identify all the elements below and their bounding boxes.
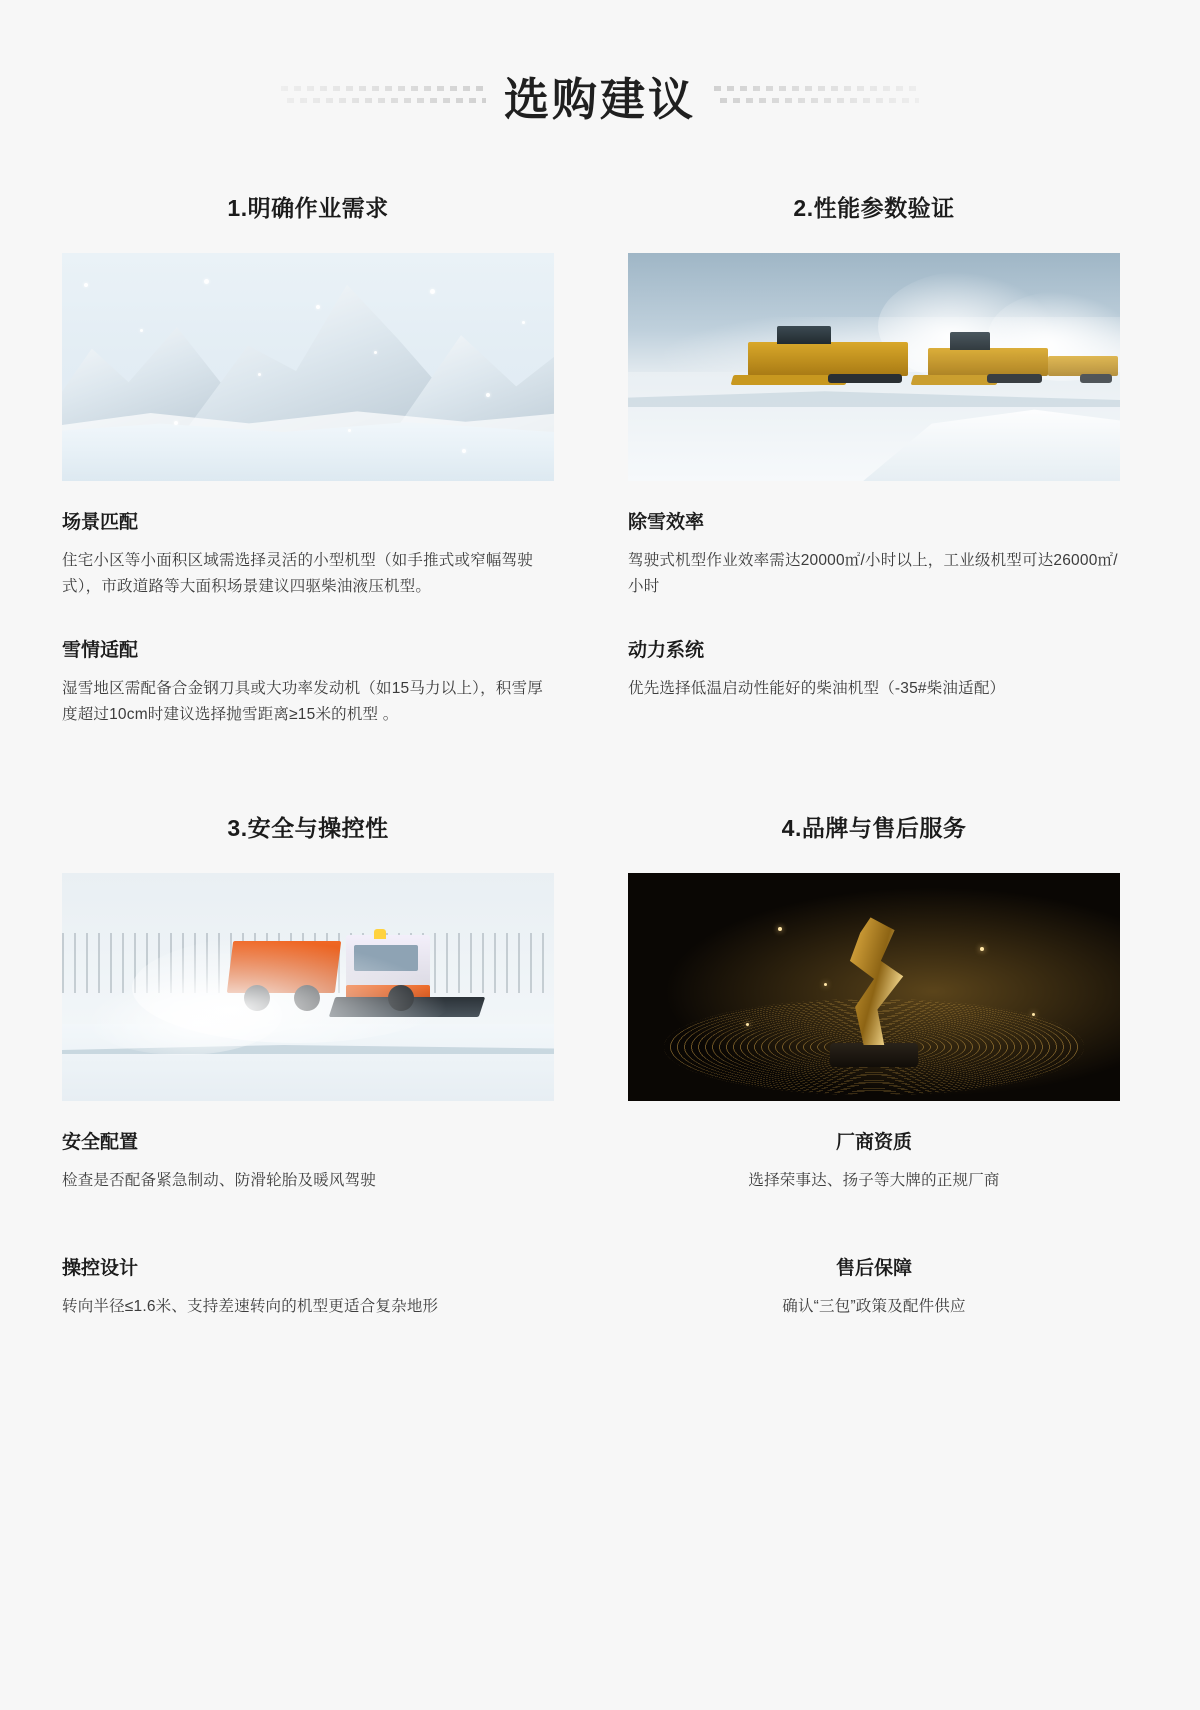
block-title: 动力系统 (628, 639, 705, 661)
section-3-block-2 (62, 1253, 554, 1320)
section-2-blocks (628, 507, 1120, 702)
section-2-image (628, 253, 1120, 481)
section-1-block-2 (62, 635, 554, 729)
section-2-block-2 (628, 635, 1120, 702)
block-title: 除雪效率 (628, 512, 705, 533)
block-text: 选择荣事达、扬子等大牌的正规厂商 (748, 1172, 1000, 1190)
orange-snow-plow-truck-illustration (62, 873, 554, 1101)
section-1-image (62, 253, 554, 481)
golden-trophy-illustration (628, 873, 1120, 1101)
snow-spray-front (132, 933, 462, 1043)
dotted-decoration-right (714, 80, 919, 110)
section-2-block-1 (628, 507, 1120, 601)
block-title: 厂商资质 (835, 1132, 912, 1154)
snowflakes-overlay (62, 253, 554, 481)
snow-blower-machine-3 (1048, 356, 1118, 376)
snow-blower-machine-2 (928, 348, 1048, 376)
snow-blower-machine-1 (748, 342, 908, 376)
machine-wheels (1080, 374, 1112, 383)
dotted-decoration-left (281, 80, 486, 110)
warning-beacon-icon (374, 929, 386, 939)
section-4-block-2 (628, 1253, 1120, 1320)
section-4 (628, 810, 1120, 1320)
block-text: 住宅小区等小面积区域需选择灵活的小型机型（如手推式或窄幅驾驶式），市政道路等大面积场景建议四驱柴油液压机型。 (62, 552, 534, 596)
section-2-heading: 2.性能参数验证 (793, 195, 955, 221)
block-title: 雪情适配 (62, 639, 139, 661)
section-2 (628, 190, 1120, 728)
section-1-blocks (62, 507, 554, 728)
section-4-image (628, 873, 1120, 1101)
block-title: 安全配置 (62, 1132, 139, 1154)
page-header (0, 0, 1200, 190)
section-4-block-1 (628, 1127, 1120, 1194)
snowy-mountain-illustration (62, 253, 554, 481)
block-text: 驾驶式机型作业效率需达20000㎡/小时以上，工业级机型可达26000㎡/小时 (628, 552, 1118, 596)
snow-blower-convoy-illustration (628, 253, 1120, 481)
section-3-block-1 (62, 1127, 554, 1194)
section-3-image (62, 873, 554, 1101)
block-title: 场景匹配 (62, 512, 139, 533)
block-text: 检查是否配备紧急制动、防滑轮胎及暖风驾驶 (62, 1172, 377, 1190)
machine-cab (777, 326, 831, 344)
block-text: 确认“三包”政策及配件供应 (782, 1297, 966, 1315)
section-1-heading: 1.明确作业需求 (227, 195, 389, 221)
section-3-blocks (62, 1127, 554, 1320)
machine-wheels (828, 374, 902, 383)
trophy-base (830, 1043, 918, 1067)
block-text: 转向半径≤1.6米、支持差速转向的机型更适合复杂地形 (62, 1297, 439, 1315)
block-title: 售后保障 (835, 1257, 912, 1279)
block-text: 优先选择低温启动性能好的柴油机型（-35#柴油适配） (628, 679, 1006, 697)
section-1 (62, 190, 554, 728)
advice-sections-grid (0, 190, 1200, 1320)
section-1-block-1 (62, 507, 554, 601)
block-text: 湿雪地区需配备合金钢刀具或大功率发动机（如15马力以上），积雪厚度超过10cm时建议选择抛雪距离≥15米的机型 。 (62, 679, 543, 724)
block-title: 操控设计 (62, 1257, 139, 1279)
section-4-blocks (628, 1127, 1120, 1320)
page-title: 选购建议 (503, 73, 696, 125)
section-4-heading: 4.品牌与售后服务 (781, 815, 967, 842)
machine-cab (950, 332, 991, 350)
machine-wheels (987, 374, 1042, 383)
section-3-heading: 3.安全与操控性 (227, 815, 389, 842)
section-3 (62, 810, 554, 1320)
